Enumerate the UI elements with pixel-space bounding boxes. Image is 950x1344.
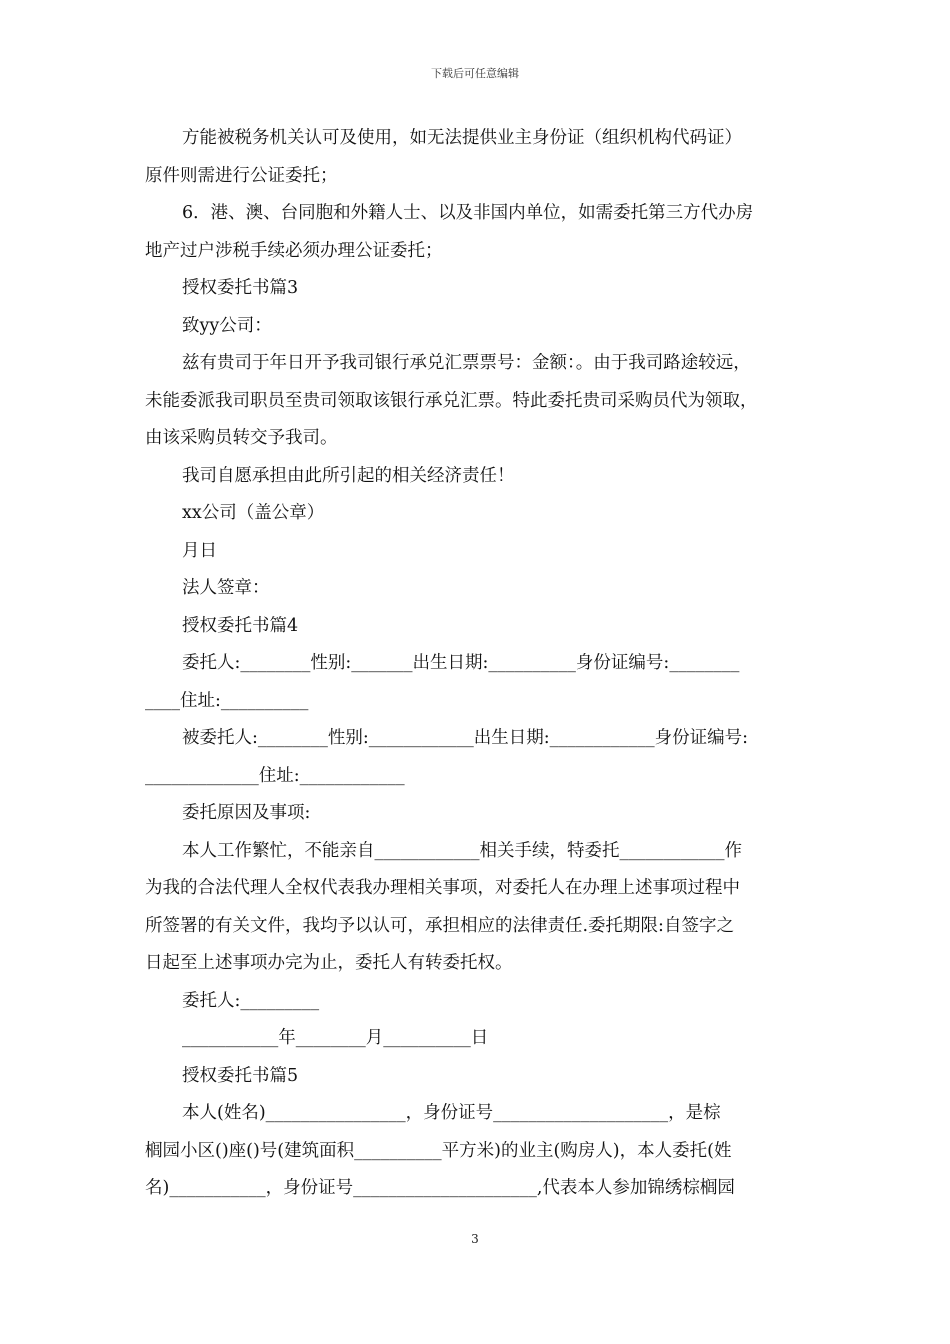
text-line: 榈园小区()座()号(建筑面积__________平方米)的业主(购房人)，本人委托(姓 <box>145 1140 732 1161</box>
text-line: 月日 <box>182 540 217 561</box>
text-line: 本人工作繁忙，不能亲自____________相关手续，特委托____________作 <box>182 840 742 861</box>
text-line: 名)___________，身份证号_____________________,代表本人参加锦绣棕榈园 <box>145 1178 735 1198</box>
text-line: 委托人:_________ <box>182 990 320 1011</box>
text-line: 兹有贵司于年日开予我司银行承兑汇票票号：金额：。由于我司路途较远， <box>182 353 751 373</box>
text-line: 本人(姓名)________________，身份证号____________________，是棕 <box>182 1103 721 1123</box>
text-line: 为我的合法代理人全权代表我办理相关事项，对委托人在办理上述事项过程中 <box>145 878 740 898</box>
text-line: 致yy公司： <box>182 315 272 336</box>
text-line: ___________年________月__________日 <box>182 1028 489 1048</box>
text-line: 我司自愿承担由此所引起的相关经济责任！ <box>182 465 515 486</box>
text-line: ____住址:__________ <box>145 690 309 711</box>
section-heading: 授权委托书篇3 <box>182 278 299 298</box>
text-line: 地产过户涉税手续必须办理公证委托； <box>145 240 443 261</box>
text-line: 6．港、澳、台同胞和外籍人士、以及非国内单位，如需委托第三方代办房 <box>182 203 754 223</box>
text-line: _____________住址:____________ <box>145 765 405 786</box>
text-line: xx公司（盖公章） <box>182 503 325 523</box>
page-number: 3 <box>471 1232 479 1246</box>
text-line: 被委托人:________性别:____________出生日期:____________身份证编号: <box>182 728 749 748</box>
text-line: 方能被税务机关认可及使用，如无法提供业主身份证（组织机构代码证） <box>182 128 742 148</box>
section-heading: 授权委托书篇5 <box>182 1065 299 1086</box>
section-heading: 授权委托书篇4 <box>182 615 299 636</box>
text-line: 由该采购员转交予我司。 <box>145 428 338 448</box>
page-header: 下载后可任意编辑 <box>431 67 519 80</box>
text-line: 委托原因及事项: <box>182 803 311 823</box>
text-line: 法人签章： <box>182 578 270 598</box>
text-line: 未能委派我司职员至贵司领取该银行承兑汇票。特此委托贵司采购员代为领取， <box>145 390 758 411</box>
text-line: 原件则需进行公证委托； <box>145 165 338 186</box>
text-line: 日起至上述事项办完为止，委托人有转委托权。 <box>145 953 513 973</box>
text-line: 所签署的有关文件，我均予以认可，承担相应的法律责任.委托期限:自签字之 <box>145 915 734 936</box>
document-body <box>145 120 813 1208</box>
text-line: 委托人:________性别:_______出生日期:__________身份证编号:________ <box>182 653 740 673</box>
